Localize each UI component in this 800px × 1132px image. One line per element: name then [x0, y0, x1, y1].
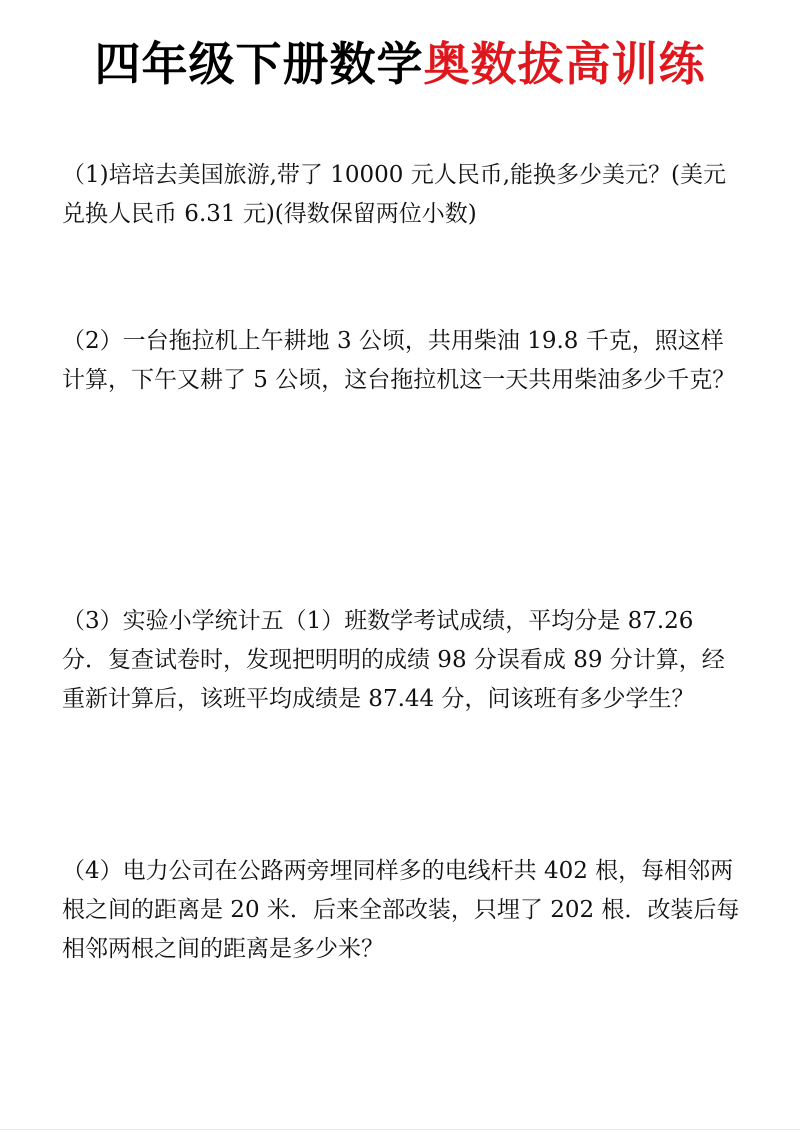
problem-4: （4）电力公司在公路两旁埋同样多的电线杆共 402 根，每相邻两根之间的距离是 20 米．后来全部改装，只埋了 202 根．改装后每相邻两根之间的距离是多少米？: [62, 858, 740, 962]
problem-2: （2）一台拖拉机上午耕地 3 公顷，共用柴油 19.8 千克，照这样计算，下午又耕了 5 公顷，这台拖拉机这一天共用柴油多少千克？: [62, 328, 736, 393]
bottom-divider: [0, 1129, 800, 1130]
page-title: [0, 28, 800, 100]
problem-1: （1)培培去美国旅游,带了 10000 元人民币,能换多少美元？(美元兑换人民币 6.31 元)(得数保留两位小数): [62, 162, 726, 227]
problem-3: （3）实验小学统计五（1）班数学考试成绩，平均分是 87.26 分．复查试卷时，发现把明明的成绩 98 分误看成 89 分计算，经重新计算后，该班平均成绩是 87.44 分，问该班有多少学生？: [62, 608, 725, 712]
page-title-black: 四年级下册数学: [94, 37, 424, 91]
page-title-red: 奥数拔高训练: [423, 37, 706, 91]
